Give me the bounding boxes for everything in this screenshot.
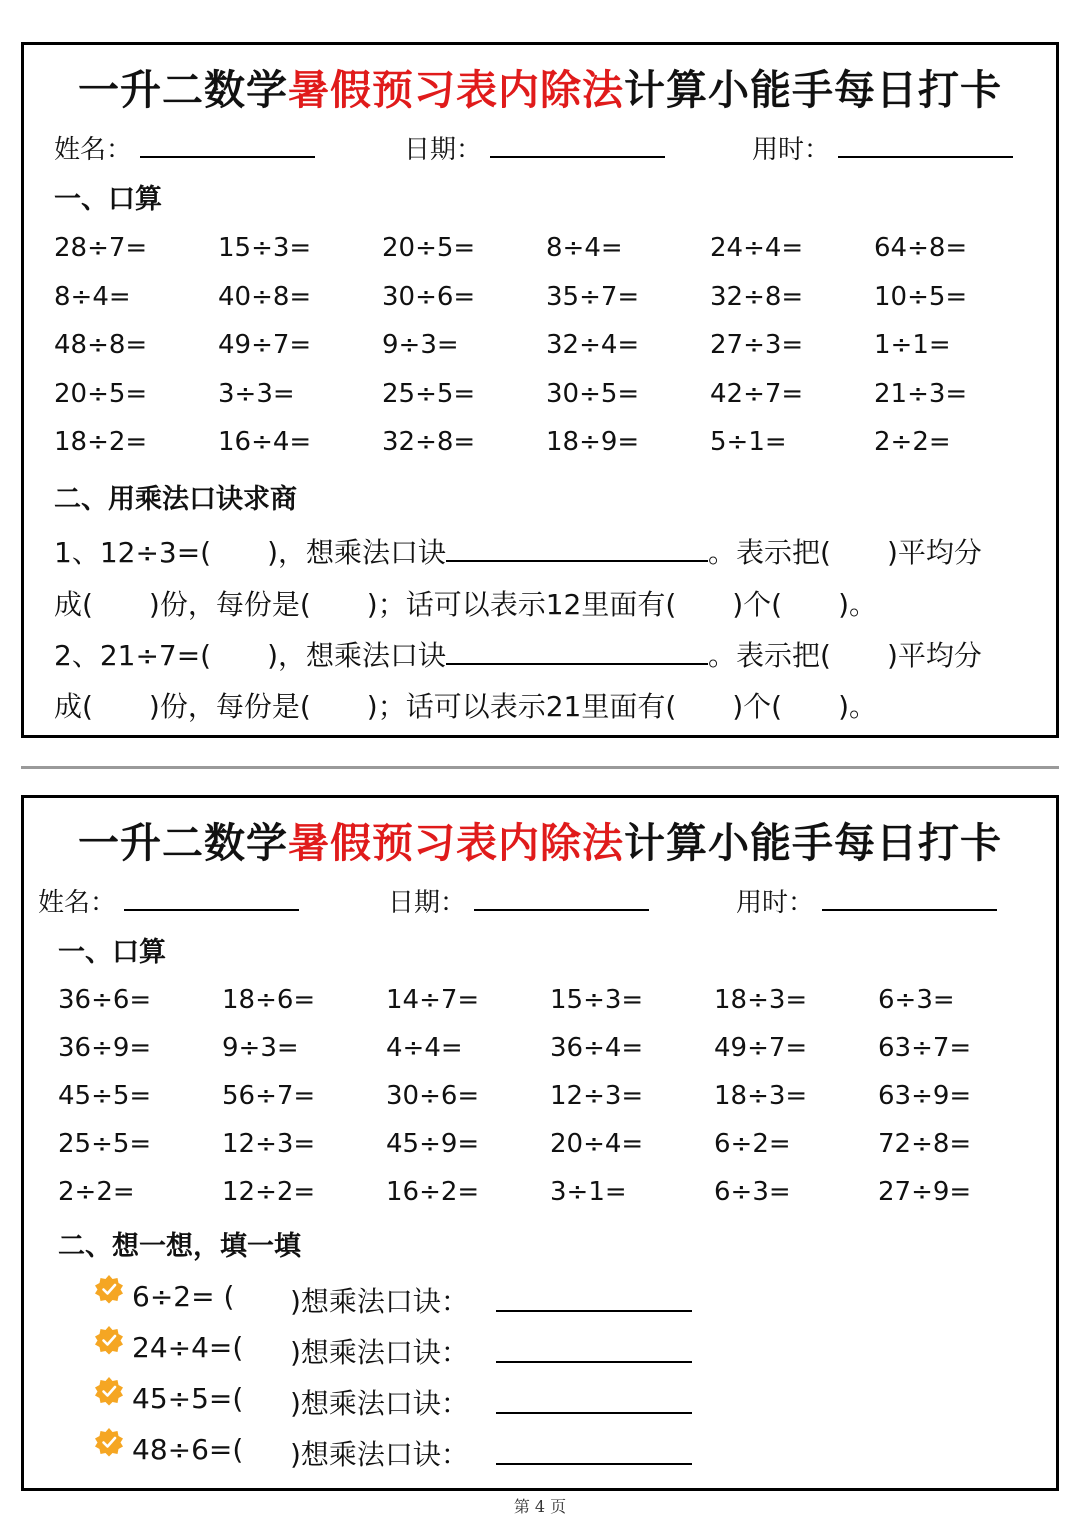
fill-expression: 45÷5=( bbox=[132, 1382, 244, 1415]
problem: 15÷3= bbox=[218, 233, 312, 263]
problem: 16÷2= bbox=[386, 1177, 480, 1207]
problem: 56÷7= bbox=[222, 1081, 316, 1111]
date-blank[interactable] bbox=[474, 887, 649, 911]
fill-hint: )想乘法口诀： bbox=[290, 1285, 469, 1318]
name-field bbox=[38, 882, 299, 919]
name-blank[interactable] bbox=[140, 134, 315, 158]
problem: 36÷9= bbox=[58, 1033, 152, 1063]
problem: 18÷2= bbox=[54, 427, 148, 457]
check-badge-icon bbox=[94, 1376, 124, 1406]
problem: 20÷5= bbox=[382, 233, 476, 263]
problem: 32÷8= bbox=[382, 427, 476, 457]
problem: 12÷2= bbox=[222, 1177, 316, 1207]
date-field bbox=[388, 882, 649, 919]
problem: 63÷7= bbox=[878, 1033, 972, 1063]
check-badge-icon bbox=[94, 1427, 124, 1457]
problem: 28÷7= bbox=[54, 233, 148, 263]
fill-expression: 6÷2= ( bbox=[132, 1280, 235, 1313]
problem: 12÷3= bbox=[222, 1129, 316, 1159]
title-part-highlight: 暑假预习表内除法 bbox=[288, 819, 624, 867]
worksheet-2 bbox=[21, 795, 1059, 1491]
problem: 18÷6= bbox=[222, 985, 316, 1015]
problem: 49÷7= bbox=[218, 330, 312, 360]
problem: 30÷5= bbox=[546, 378, 640, 409]
q2-rhyme-blank[interactable] bbox=[446, 639, 708, 665]
problem: 18÷9= bbox=[546, 427, 640, 457]
sheet-divider bbox=[21, 766, 1059, 769]
q1-rhyme-blank[interactable] bbox=[446, 536, 708, 562]
problem: 14÷7= bbox=[386, 985, 480, 1015]
date-label: 日期： bbox=[388, 888, 467, 918]
date-field bbox=[404, 129, 665, 166]
time-blank[interactable] bbox=[838, 134, 1013, 158]
section-oral-calc: 一、口算 bbox=[58, 937, 166, 968]
problem: 27÷3= bbox=[710, 330, 804, 360]
problem: 1÷1= bbox=[874, 330, 951, 360]
question-1-line-2: 成( )份，每份是( )；话可以表示12里面有( )个( )。 bbox=[54, 588, 878, 621]
problem: 6÷2= bbox=[714, 1129, 791, 1159]
problem: 45÷5= bbox=[58, 1081, 152, 1111]
time-field bbox=[736, 882, 997, 919]
problem: 30÷6= bbox=[386, 1081, 480, 1111]
problem: 3÷3= bbox=[218, 378, 295, 409]
q2-text-b: 。表示把( )平均分 bbox=[708, 639, 982, 672]
worksheet-title bbox=[24, 57, 1056, 116]
problem: 36÷4= bbox=[550, 1033, 644, 1063]
time-field bbox=[752, 129, 1013, 166]
oral-calc-grid bbox=[54, 228, 1038, 471]
worksheet-1 bbox=[21, 42, 1059, 738]
problem: 2÷2= bbox=[58, 1177, 135, 1207]
problem: 20÷5= bbox=[54, 378, 148, 409]
question-1-line-1 bbox=[54, 531, 982, 571]
problem: 72÷8= bbox=[878, 1129, 972, 1159]
q1-text-a: 1、12÷3=( )，想乘法口诀 bbox=[54, 536, 447, 569]
problem: 40÷8= bbox=[218, 281, 312, 312]
rhyme-answer-blank[interactable] bbox=[496, 1412, 692, 1414]
problem: 48÷8= bbox=[54, 330, 148, 360]
fill-expression: 24÷4=( bbox=[132, 1331, 244, 1364]
problem: 32÷8= bbox=[710, 281, 804, 312]
problem: 8÷4= bbox=[54, 281, 131, 312]
problem: 18÷3= bbox=[714, 985, 808, 1015]
problem: 18÷3= bbox=[714, 1081, 808, 1111]
q2-text-a: 2、21÷7=( )，想乘法口诀 bbox=[54, 639, 447, 672]
title-part-1: 一升二数学 bbox=[78, 66, 288, 114]
problem: 5÷1= bbox=[710, 427, 787, 457]
problem: 27÷9= bbox=[878, 1177, 972, 1207]
problem: 21÷3= bbox=[874, 378, 968, 409]
problem: 45÷9= bbox=[386, 1129, 480, 1159]
check-badge-icon bbox=[94, 1325, 124, 1355]
title-part-3: 计算小能手每日打卡 bbox=[624, 819, 1002, 867]
problem: 4÷4= bbox=[386, 1033, 463, 1063]
problem: 25÷5= bbox=[58, 1129, 152, 1159]
problem: 15÷3= bbox=[550, 985, 644, 1015]
name-label: 姓名： bbox=[38, 888, 117, 918]
date-label: 日期： bbox=[404, 135, 483, 165]
problem: 9÷3= bbox=[222, 1033, 299, 1063]
problem: 63÷9= bbox=[878, 1081, 972, 1111]
problem: 42÷7= bbox=[710, 378, 804, 409]
problem: 49÷7= bbox=[714, 1033, 808, 1063]
time-label: 用时： bbox=[752, 135, 831, 165]
problem: 8÷4= bbox=[546, 233, 623, 263]
name-blank[interactable] bbox=[124, 887, 299, 911]
problem: 32÷4= bbox=[546, 330, 640, 360]
worksheet-title bbox=[24, 810, 1056, 869]
fill-hint: )想乘法口诀： bbox=[290, 1387, 469, 1420]
page-number: 第 4 页 bbox=[513, 1497, 567, 1516]
rhyme-answer-blank[interactable] bbox=[496, 1361, 692, 1363]
question-2-line-1 bbox=[54, 634, 982, 674]
problem: 2÷2= bbox=[874, 427, 951, 457]
section-oral-calc: 一、口算 bbox=[54, 184, 162, 215]
problem: 20÷4= bbox=[550, 1129, 644, 1159]
problem: 3÷1= bbox=[550, 1177, 627, 1207]
time-blank[interactable] bbox=[822, 887, 997, 911]
problem: 6÷3= bbox=[878, 985, 955, 1015]
problem: 30÷6= bbox=[382, 281, 476, 312]
title-part-3: 计算小能手每日打卡 bbox=[624, 66, 1002, 114]
problem: 9÷3= bbox=[382, 330, 459, 360]
problem: 10÷5= bbox=[874, 281, 968, 312]
problem: 12÷3= bbox=[550, 1081, 644, 1111]
problem: 16÷4= bbox=[218, 427, 312, 457]
name-field bbox=[54, 129, 315, 166]
problem: 35÷7= bbox=[546, 281, 640, 312]
problem: 25÷5= bbox=[382, 378, 476, 409]
question-2-line-2: 成( )份，每份是( )；话可以表示21里面有( )个( )。 bbox=[54, 690, 878, 723]
fill-hint: )想乘法口诀： bbox=[290, 1438, 469, 1471]
fill-expression: 48÷6=( bbox=[132, 1433, 244, 1466]
time-label: 用时： bbox=[736, 888, 815, 918]
problem: 24÷4= bbox=[710, 233, 804, 263]
problem: 64÷8= bbox=[874, 233, 968, 263]
name-label: 姓名： bbox=[54, 135, 133, 165]
date-blank[interactable] bbox=[490, 134, 665, 158]
section-think-and-fill: 二、想一想，填一填 bbox=[58, 1231, 301, 1262]
title-part-highlight: 暑假预习表内除法 bbox=[288, 66, 624, 114]
oral-calc-grid bbox=[58, 980, 1042, 1220]
rhyme-answer-blank[interactable] bbox=[496, 1463, 692, 1465]
fill-hint: )想乘法口诀： bbox=[290, 1336, 469, 1369]
section-multiplication-rhyme: 二、用乘法口诀求商 bbox=[54, 484, 297, 515]
problem: 36÷6= bbox=[58, 985, 152, 1015]
rhyme-answer-blank[interactable] bbox=[496, 1310, 692, 1312]
title-part-1: 一升二数学 bbox=[78, 819, 288, 867]
check-badge-icon bbox=[94, 1274, 124, 1304]
problem: 6÷3= bbox=[714, 1177, 791, 1207]
q1-text-b: 。表示把( )平均分 bbox=[708, 536, 982, 569]
